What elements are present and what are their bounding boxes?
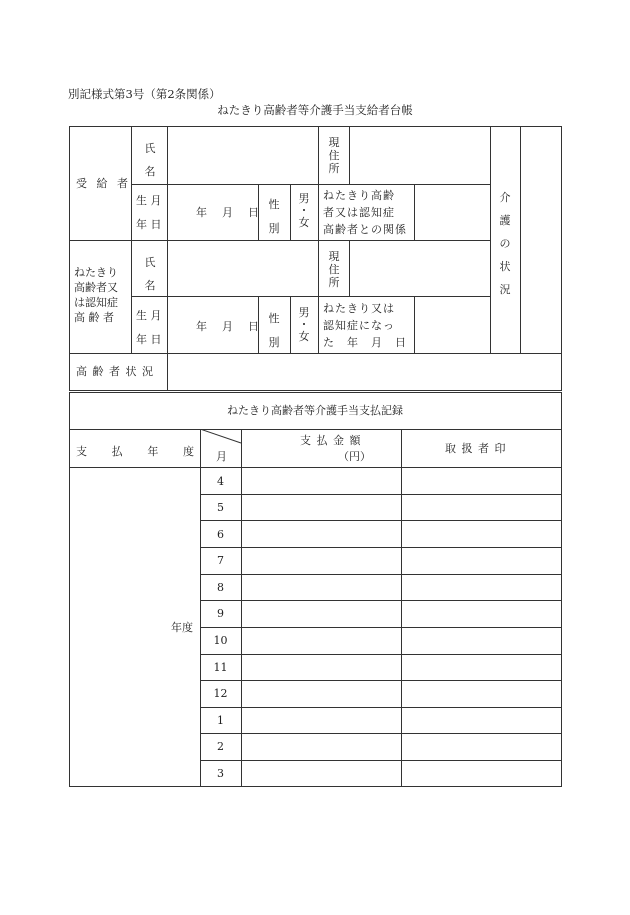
care-status-label: 介 護 の 状 況 xyxy=(499,191,511,296)
elderly-dob-label: 生 月 年 日 xyxy=(136,309,162,346)
recipient-name-label: 氏 名 xyxy=(144,142,156,178)
month-cell: 12 xyxy=(213,687,228,700)
recipient-sex-options: 男 ・ 女 xyxy=(298,192,310,229)
elderly-became-date-label: ねたきり又は 認知症になっ た 年 月 日 xyxy=(323,302,407,349)
month-cell: 8 xyxy=(217,581,224,594)
elderly-status-label: 高 齢 者 状 況 xyxy=(76,365,154,378)
recipient-relation-label: ねたきり高齢 者又は認知症 高齢者との関係 xyxy=(323,189,407,236)
month-cell: 6 xyxy=(217,528,224,541)
recipient-label: 受 給 者 xyxy=(76,177,131,190)
recipient-dob-placeholder: 年 月 日 xyxy=(196,206,261,219)
fiscal-year-label: 年度 xyxy=(171,621,193,634)
month-cell: 3 xyxy=(217,767,224,780)
elderly-address-label: 現 住 所 xyxy=(328,250,340,289)
month-cell: 5 xyxy=(217,501,224,514)
header-handler-seal: 取 扱 者 印 xyxy=(445,442,507,455)
month-cell: 9 xyxy=(217,607,224,620)
payment-section-title: ねたきり高齢者等介護手当支払記録 xyxy=(227,404,403,417)
month-cell: 10 xyxy=(213,634,228,647)
header-month: 月 xyxy=(216,450,227,463)
elderly-sex-label: 性 別 xyxy=(268,312,280,349)
page-title: ねたきり高齢者等介護手当支給者台帳 xyxy=(217,103,413,117)
elderly-sex-options: 男 ・ 女 xyxy=(298,306,310,343)
elderly-dob-placeholder: 年 月 日 xyxy=(196,320,261,333)
elderly-label: ねたきり 高齢者又 は認知症 高 齢 者 xyxy=(74,266,118,324)
month-cell: 2 xyxy=(217,740,224,753)
recipient-dob-label: 生 月 年 日 xyxy=(136,194,162,231)
recipient-address-label: 現 住 所 xyxy=(328,136,340,175)
header-amount: 支 払 金 額 xyxy=(300,434,362,447)
month-cell: 4 xyxy=(217,475,224,488)
header-payment-year: 支 払 年 度 xyxy=(76,445,194,458)
month-cell: 1 xyxy=(217,714,224,727)
form-number: 別記様式第3号（第2条関係） xyxy=(68,87,221,101)
recipient-sex-label: 性 別 xyxy=(268,198,280,235)
month-cell: 7 xyxy=(217,554,224,567)
header-amount-unit: （円） xyxy=(338,450,371,463)
elderly-name-label: 氏 名 xyxy=(144,256,156,292)
month-cell: 11 xyxy=(213,661,228,674)
